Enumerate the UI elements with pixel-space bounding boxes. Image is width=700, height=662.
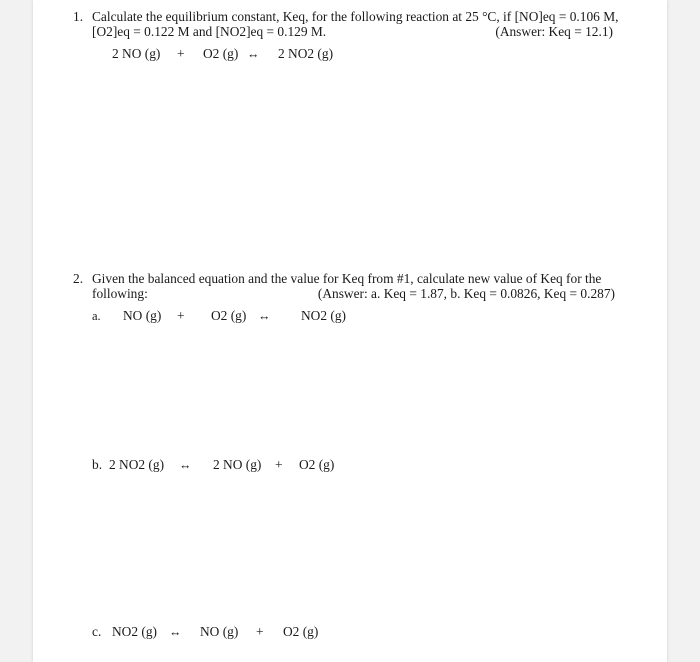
plus-sign: + — [177, 308, 185, 323]
plus-sign: + — [177, 46, 185, 61]
reactant-term: NO (g) — [123, 308, 162, 323]
plus-sign: + — [275, 457, 283, 472]
worksheet-page — [33, 0, 667, 662]
question-2-text-line2: following: — [92, 286, 148, 301]
question-2-answer: (Answer: a. Keq = 1.87, b. Keq = 0.0826, Keq = 0.287) — [317, 286, 615, 301]
reactant-term: 2 NO2 (g) — [109, 457, 165, 472]
part-label: c. — [92, 624, 102, 639]
reactant-term: 2 NO (g) — [112, 46, 161, 61]
question-1-answer: (Answer: Keq = 12.1) — [495, 24, 613, 39]
question-1-number: 1. — [73, 9, 84, 24]
reactant-term: O2 (g) — [203, 46, 239, 61]
equilibrium-arrow-icon: ↔ — [169, 625, 182, 639]
product-term: NO (g) — [200, 624, 239, 639]
part-label: a. — [92, 309, 101, 323]
product-term: O2 (g) — [299, 457, 335, 472]
plus-sign: + — [256, 624, 264, 639]
question-2-text-line1: Given the balanced equation and the value for Keq from #1, calculate new value of Keq for the — [92, 271, 602, 286]
reactant-term: O2 (g) — [211, 308, 247, 323]
product-term: NO2 (g) — [301, 308, 346, 323]
question-1-text-line1: Calculate the equilibrium constant, Keq, for the following reaction at 25 °C, if [NO]eq = 0.106 M, — [92, 9, 619, 24]
equilibrium-arrow-icon: ↔ — [247, 47, 260, 61]
question-2-number: 2. — [73, 271, 84, 286]
equilibrium-arrow-icon: ↔ — [179, 458, 192, 472]
product-term: O2 (g) — [283, 624, 319, 639]
part-label: b. — [92, 457, 103, 472]
reactant-term: NO2 (g) — [112, 624, 157, 639]
product-term: 2 NO (g) — [213, 457, 262, 472]
product-term: 2 NO2 (g) — [278, 46, 334, 61]
equilibrium-arrow-icon: ↔ — [258, 309, 271, 323]
question-1-text-line2: [O2]eq = 0.122 M and [NO2]eq = 0.129 M. — [92, 24, 327, 39]
